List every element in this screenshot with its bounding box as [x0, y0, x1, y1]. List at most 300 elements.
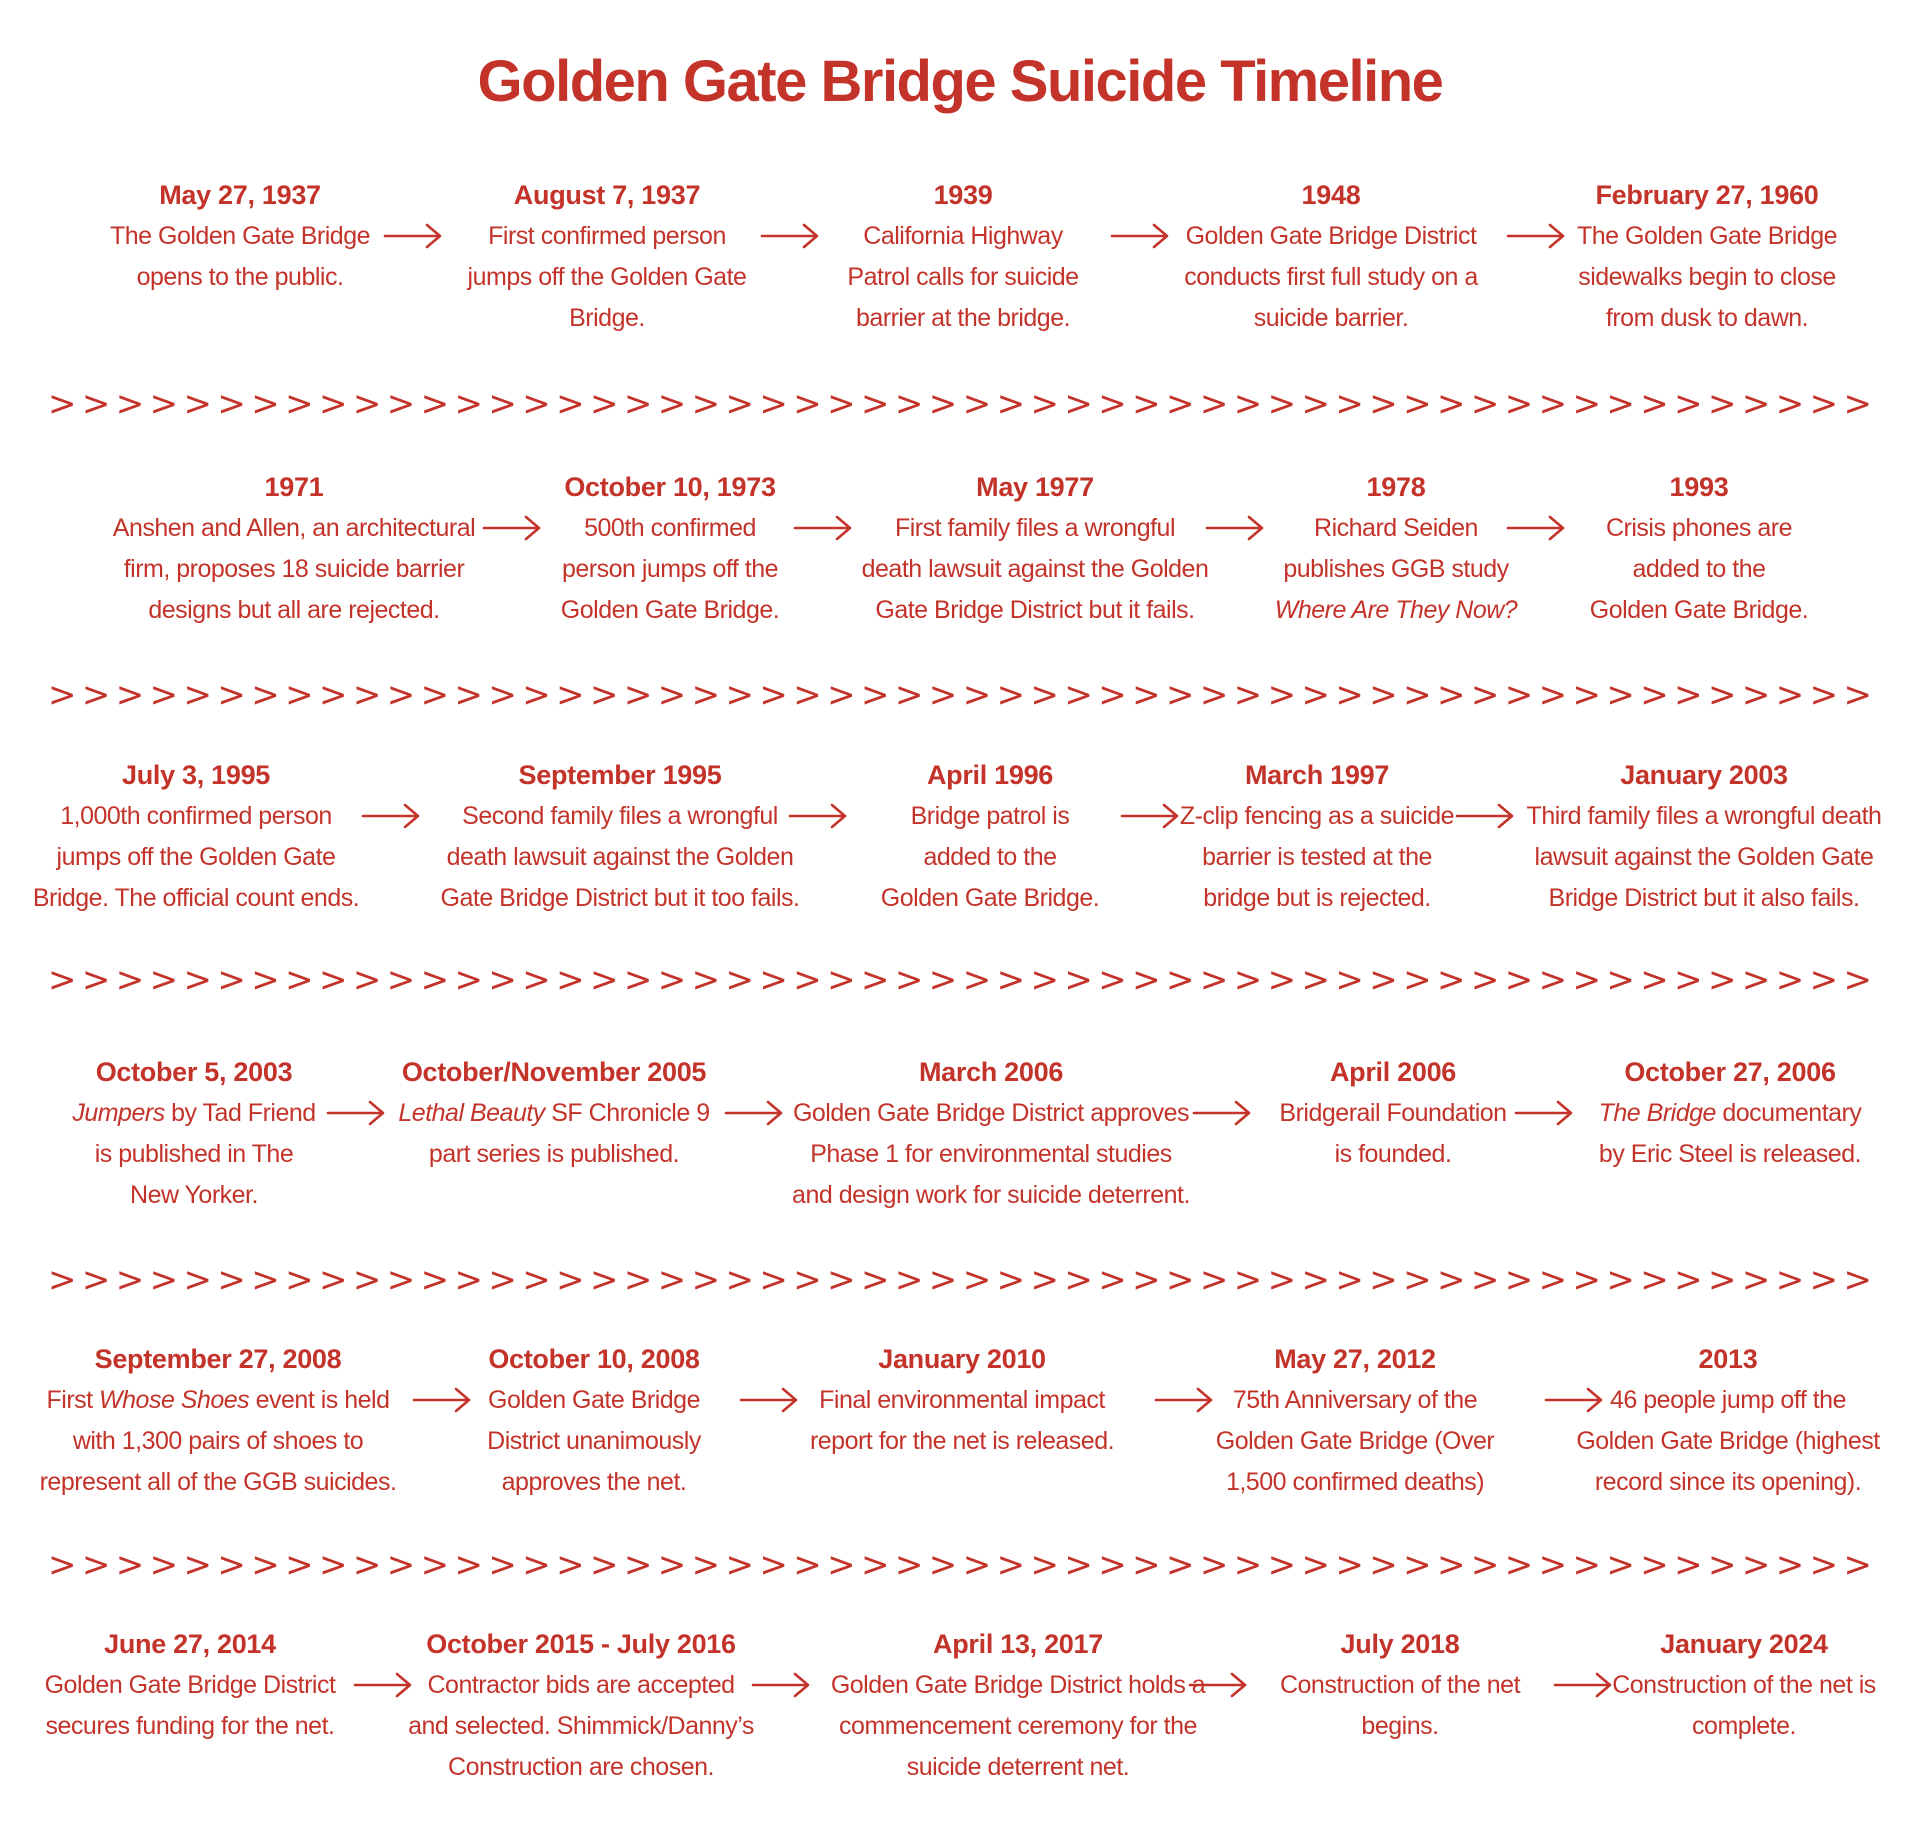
description-line [40, 1462, 397, 1503]
right-arrow-icon [724, 1100, 784, 1126]
description-text: designs but all are rejected. [148, 596, 440, 624]
right-arrow-icon [361, 803, 421, 829]
event-description [468, 216, 747, 339]
timeline-event [1590, 470, 1808, 631]
description-line [1279, 1093, 1506, 1134]
description-text: report for the net is released. [809, 1427, 1115, 1455]
description-text: Second family files a wrongful [462, 802, 778, 830]
description-line [862, 549, 1209, 590]
description-line [1612, 1665, 1876, 1706]
description-text: complete. [1692, 1712, 1796, 1740]
description-line [561, 549, 779, 590]
timeline-event [831, 1627, 1205, 1788]
description-text: 75th Anniversary of the [1232, 1386, 1478, 1414]
right-arrow-icon [1205, 515, 1265, 541]
event-date: January 2010 [878, 1344, 1046, 1374]
description-text: Bridge. [569, 304, 645, 332]
event-description [831, 1665, 1205, 1788]
description-line [33, 878, 359, 919]
description-line [1576, 1380, 1879, 1421]
event-date: June 27, 2014 [104, 1629, 276, 1659]
description-line [1180, 796, 1454, 837]
description-line [1527, 837, 1882, 878]
event-description [398, 1093, 709, 1175]
description-text: Construction of the net is [1612, 1671, 1876, 1699]
description-line [1577, 257, 1837, 298]
event-description [1279, 1093, 1506, 1175]
description-text: jumps off the Golden Gate [56, 843, 336, 871]
event-date: 1948 [1301, 180, 1361, 210]
description-line [792, 1093, 1190, 1134]
description-line [1576, 1462, 1879, 1503]
right-arrow-icon [1544, 1387, 1604, 1413]
description-text: Golden Gate Bridge. [1589, 596, 1809, 624]
description-line [1275, 549, 1517, 590]
description-line [398, 1134, 709, 1175]
description-line [831, 1665, 1205, 1706]
description-line [561, 508, 779, 549]
description-line [1599, 1093, 1862, 1134]
description-line [831, 1747, 1205, 1788]
timeline-event [1216, 1342, 1494, 1503]
event-date: October 10, 2008 [488, 1344, 700, 1374]
timeline-event [881, 758, 1099, 919]
description-line [881, 878, 1099, 919]
description-line [110, 216, 370, 257]
description-line [72, 1093, 315, 1134]
right-arrow-icon [412, 1387, 472, 1413]
description-line [72, 1134, 315, 1175]
description-text: California Highway [863, 222, 1063, 250]
description-line [881, 796, 1099, 837]
right-arrow-icon [1120, 803, 1180, 829]
description-text: Final environmental impact [819, 1386, 1105, 1414]
description-line [33, 837, 359, 878]
italic-title: The Bridge [1598, 1099, 1716, 1127]
description-text: Golden Gate Bridge. [880, 884, 1100, 912]
description-text: First confirmed person [488, 222, 726, 250]
description-text: death lawsuit against the Golden [446, 843, 794, 871]
right-arrow-icon [383, 223, 443, 249]
event-description [441, 796, 800, 919]
description-line [113, 549, 475, 590]
timeline-row [0, 1055, 1920, 1255]
event-description [1180, 796, 1454, 919]
description-text: event is held [249, 1386, 390, 1414]
description-text: person jumps off the [561, 555, 779, 583]
description-text: 46 people jump off the [1610, 1386, 1846, 1414]
event-date: April 1996 [926, 760, 1054, 790]
event-description [1184, 216, 1477, 339]
timeline-event [110, 178, 370, 298]
right-arrow-icon [326, 1100, 386, 1126]
description-text: suicide barrier. [1253, 304, 1409, 332]
right-arrow-icon [793, 515, 853, 541]
description-line [792, 1134, 1190, 1175]
italic-title: Jumpers [72, 1099, 165, 1127]
event-date: February 27, 1960 [1595, 180, 1819, 210]
timeline-event [862, 470, 1209, 631]
event-date: April 2006 [1329, 1057, 1457, 1087]
description-line [468, 257, 747, 298]
description-text: Bridge patrol is [910, 802, 1070, 830]
description-text: begins. [1361, 1712, 1439, 1740]
description-line [1527, 878, 1882, 919]
right-arrow-icon [760, 223, 820, 249]
event-date: May 27, 2012 [1274, 1344, 1436, 1374]
description-text: New Yorker. [130, 1181, 258, 1209]
timeline-event [398, 1055, 709, 1175]
description-text: Third family files a wrongful death [1526, 802, 1882, 830]
event-date: September 1995 [518, 760, 722, 790]
row-separator [48, 675, 1872, 715]
timeline-event [1577, 178, 1837, 339]
event-description [33, 796, 359, 919]
right-arrow-icon [739, 1387, 799, 1413]
description-line [1280, 1706, 1520, 1747]
event-description [40, 1380, 397, 1503]
description-text: is published in The [94, 1140, 294, 1168]
description-text: by Tad Friend [164, 1099, 316, 1127]
timeline-event [468, 178, 747, 339]
description-line [1612, 1706, 1876, 1747]
timeline-event [1180, 758, 1454, 919]
description-line [45, 1665, 336, 1706]
description-line [113, 508, 475, 549]
description-line [831, 1706, 1205, 1747]
event-description [810, 1380, 1114, 1462]
event-date: July 3, 1995 [121, 760, 271, 790]
event-description [45, 1665, 336, 1747]
description-text: added to the [1632, 555, 1766, 583]
description-line [1590, 508, 1808, 549]
event-date: January 2024 [1660, 1629, 1828, 1659]
timeline-row [0, 1342, 1920, 1542]
description-line [862, 590, 1209, 631]
timeline-row [0, 1627, 1920, 1827]
row-separator [48, 1260, 1872, 1300]
description-text: jumps off the Golden Gate [467, 263, 747, 291]
timeline-event [487, 1342, 701, 1503]
right-arrow-icon [1455, 803, 1515, 829]
description-text: bridge but is rejected. [1203, 884, 1431, 912]
description-text: Bridge. The official count ends. [32, 884, 360, 912]
right-arrow-icon [1506, 515, 1566, 541]
description-text: Bridgerail Foundation [1279, 1099, 1507, 1127]
timeline-event [1527, 758, 1882, 919]
description-text: lawsuit against the Golden Gate [1534, 843, 1874, 871]
row-separator [48, 1545, 1872, 1585]
description-line [113, 590, 475, 631]
row-separator [48, 384, 1872, 424]
italic-title: Whose Shoes [99, 1386, 250, 1414]
description-line [847, 298, 1078, 339]
description-line [1577, 298, 1837, 339]
right-arrow-icon [1188, 1672, 1248, 1698]
italic-title: Lethal Beauty [398, 1099, 545, 1127]
event-description [487, 1380, 701, 1503]
description-text: Bridge District but it also fails. [1548, 884, 1860, 912]
event-date: July 2018 [1340, 1629, 1460, 1659]
description-line [1180, 878, 1454, 919]
right-arrow-icon [1506, 223, 1566, 249]
timeline-event [40, 1342, 397, 1503]
description-text: Construction are chosen. [448, 1753, 714, 1781]
event-date: October 2015 - July 2016 [426, 1629, 736, 1659]
description-line [862, 508, 1209, 549]
right-arrow-icon [1514, 1100, 1574, 1126]
event-description [881, 796, 1099, 919]
right-arrow-icon [1553, 1672, 1613, 1698]
description-text: Golden Gate Bridge [488, 1386, 700, 1414]
description-line [1216, 1421, 1494, 1462]
description-text: represent all of the GGB suicides. [39, 1468, 397, 1496]
description-text: barrier is tested at the [1202, 843, 1432, 871]
description-text: The Golden Gate Bridge [110, 222, 370, 250]
description-line [1280, 1665, 1520, 1706]
right-arrow-icon [353, 1672, 413, 1698]
separator-chevrons: >>>>>>>>>>>>>>>>>>>>>>>>>>>>>>>>>>>>>>>>>>>>>>>>>>>>>> [48, 384, 1872, 424]
description-line [810, 1421, 1114, 1462]
description-text: record since its opening). [1594, 1468, 1862, 1496]
page-title: Golden Gate Bridge Suicide Timeline [477, 49, 1443, 114]
timeline-event [33, 758, 359, 919]
description-line [40, 1421, 397, 1462]
description-line [1590, 590, 1808, 631]
description-line [792, 1175, 1190, 1216]
description-text: conducts first full study on a [1184, 263, 1478, 291]
description-line [1590, 549, 1808, 590]
event-description [1590, 508, 1808, 631]
event-description [408, 1665, 754, 1788]
description-text: added to the [923, 843, 1057, 871]
separator-chevrons: >>>>>>>>>>>>>>>>>>>>>>>>>>>>>>>>>>>>>>>>>>>>>>>>>>>>>> [48, 1260, 1872, 1300]
description-text: Golden Gate Bridge District [1185, 222, 1477, 250]
description-line [72, 1175, 315, 1216]
description-text: death lawsuit against the Golden [861, 555, 1209, 583]
description-text: Z-clip fencing as a suicide [1179, 802, 1455, 830]
event-date: March 1997 [1244, 760, 1390, 790]
description-line [810, 1380, 1114, 1421]
timeline-event [72, 1055, 315, 1216]
description-text: Golden Gate Bridge District holds a [830, 1671, 1206, 1699]
description-text: suicide deterrent net. [906, 1753, 1130, 1781]
description-text: and selected. Shimmick/Danny’s [408, 1712, 754, 1740]
description-text: Crisis phones are [1605, 514, 1793, 542]
timeline-event [1184, 178, 1477, 339]
description-line [487, 1380, 701, 1421]
description-text: Anshen and Allen, an architectural [112, 514, 476, 542]
description-text: Gate Bridge District but it too fails. [440, 884, 800, 912]
timeline-event [1612, 1627, 1876, 1747]
timeline-event [561, 470, 779, 631]
description-line [881, 837, 1099, 878]
description-text: 1,500 confirmed deaths) [1225, 1468, 1485, 1496]
description-text: Patrol calls for suicide [847, 263, 1079, 291]
description-line [1180, 837, 1454, 878]
description-line [441, 796, 800, 837]
description-text: Gate Bridge District but it fails. [875, 596, 1195, 624]
description-text: part series is published. [428, 1140, 680, 1168]
description-text: is founded. [1334, 1140, 1452, 1168]
description-text: Golden Gate Bridge (Over [1215, 1427, 1495, 1455]
timeline-event [1279, 1055, 1506, 1175]
timeline-event [792, 1055, 1190, 1216]
event-description [792, 1093, 1190, 1216]
description-text: First [46, 1386, 100, 1414]
description-text: commencement ceremony for the [839, 1712, 1197, 1740]
timeline-event [45, 1627, 336, 1747]
description-text: Golden Gate Bridge. [560, 596, 780, 624]
description-line [1577, 216, 1837, 257]
timeline-event [1280, 1627, 1520, 1747]
description-line [1184, 216, 1477, 257]
description-text: opens to the public. [136, 263, 344, 291]
description-line [1216, 1380, 1494, 1421]
italic-title: Where Are They Now? [1274, 596, 1518, 624]
description-text: from dusk to dawn. [1605, 304, 1809, 332]
description-text: by Eric Steel is released. [1598, 1140, 1862, 1168]
right-arrow-icon [1110, 223, 1170, 249]
description-text: Phase 1 for environmental studies [810, 1140, 1172, 1168]
description-line [40, 1380, 397, 1421]
event-date: 1993 [1669, 472, 1729, 502]
description-line [1599, 1134, 1862, 1175]
description-text: SF Chronicle 9 [544, 1099, 710, 1127]
event-description [72, 1093, 315, 1216]
description-line [1275, 590, 1517, 631]
description-text: First family files a wrongful [894, 514, 1176, 542]
description-line [441, 837, 800, 878]
description-text: Golden Gate Bridge District [44, 1671, 336, 1699]
description-text: approves the net. [501, 1468, 687, 1496]
description-text: Golden Gate Bridge (highest [1576, 1427, 1880, 1455]
event-description [561, 508, 779, 631]
separator-chevrons: >>>>>>>>>>>>>>>>>>>>>>>>>>>>>>>>>>>>>>>>>>>>>>>>>>>>>> [48, 675, 1872, 715]
timeline-event [1599, 1055, 1862, 1175]
timeline-event [1576, 1342, 1879, 1503]
row-separator [48, 960, 1872, 1000]
description-line [561, 590, 779, 631]
event-date: March 2006 [918, 1057, 1064, 1087]
event-date: August 7, 1937 [513, 180, 701, 210]
event-description [110, 216, 370, 298]
event-description [1527, 796, 1882, 919]
event-date: October 27, 2006 [1624, 1057, 1836, 1087]
description-line [441, 878, 800, 919]
description-line [1576, 1421, 1879, 1462]
timeline-event [441, 758, 800, 919]
description-line [1184, 257, 1477, 298]
description-text: sidewalks begin to close [1578, 263, 1836, 291]
description-line [408, 1747, 754, 1788]
event-date: May 27, 1937 [159, 180, 321, 210]
description-line [398, 1093, 709, 1134]
event-description [1612, 1665, 1876, 1747]
event-date: October 10, 1973 [564, 472, 776, 502]
description-text: documentary [1715, 1099, 1862, 1127]
timeline-event [1275, 470, 1517, 631]
description-text: firm, proposes 18 suicide barrier [123, 555, 465, 583]
description-line [408, 1665, 754, 1706]
right-arrow-icon [1192, 1100, 1252, 1126]
event-date: October 5, 2003 [95, 1057, 293, 1087]
event-date: January 2003 [1620, 760, 1788, 790]
description-text: barrier at the bridge. [855, 304, 1071, 332]
timeline-event [408, 1627, 754, 1788]
event-description [113, 508, 475, 631]
event-description [847, 216, 1078, 339]
description-line [1184, 298, 1477, 339]
description-text: and design work for suicide deterrent. [792, 1181, 1190, 1209]
timeline-event [113, 470, 475, 631]
right-arrow-icon [751, 1672, 811, 1698]
event-description [1599, 1093, 1862, 1175]
timeline-event [847, 178, 1078, 339]
timeline-row [0, 758, 1920, 958]
event-date: October/November 2005 [401, 1057, 707, 1087]
event-description [1216, 1380, 1494, 1503]
event-description [862, 508, 1209, 631]
description-text: publishes GGB study [1283, 555, 1509, 583]
description-line [847, 216, 1078, 257]
description-text: with 1,300 pairs of shoes to [72, 1427, 364, 1455]
event-description [1280, 1665, 1520, 1747]
description-line [487, 1462, 701, 1503]
description-line [1216, 1462, 1494, 1503]
description-line [847, 257, 1078, 298]
description-text: Contractor bids are accepted [427, 1671, 735, 1699]
event-date: September 27, 2008 [94, 1344, 342, 1374]
description-line [45, 1706, 336, 1747]
event-date: May 1977 [976, 472, 1094, 502]
timeline-event [810, 1342, 1114, 1462]
event-date: 1978 [1366, 472, 1426, 502]
right-arrow-icon [1154, 1387, 1214, 1413]
event-date: 2013 [1698, 1344, 1758, 1374]
event-date: 1939 [933, 180, 993, 210]
event-description [1275, 508, 1517, 631]
description-line [1527, 796, 1882, 837]
description-text: secures funding for the net. [45, 1712, 335, 1740]
description-line [33, 796, 359, 837]
description-line [468, 298, 747, 339]
separator-chevrons: >>>>>>>>>>>>>>>>>>>>>>>>>>>>>>>>>>>>>>>>>>>>>>>>>>>>>> [48, 960, 1872, 1000]
description-text: The Golden Gate Bridge [1577, 222, 1837, 250]
separator-chevrons: >>>>>>>>>>>>>>>>>>>>>>>>>>>>>>>>>>>>>>>>>>>>>>>>>>>>>> [48, 1545, 1872, 1585]
event-date: 1971 [264, 472, 324, 502]
description-text: Golden Gate Bridge District approves [792, 1099, 1190, 1127]
description-text: Construction of the net [1279, 1671, 1521, 1699]
description-line [487, 1421, 701, 1462]
description-line [1275, 508, 1517, 549]
description-text: District unanimously [487, 1427, 701, 1455]
right-arrow-icon [788, 803, 848, 829]
description-text: 1,000th confirmed person [60, 802, 332, 830]
right-arrow-icon [482, 515, 542, 541]
event-description [1577, 216, 1837, 339]
description-line [110, 257, 370, 298]
description-line [408, 1706, 754, 1747]
description-line [468, 216, 747, 257]
description-text: Richard Seiden [1314, 514, 1478, 542]
timeline-row [0, 178, 1920, 378]
timeline-row [0, 470, 1920, 670]
event-description [1576, 1380, 1879, 1503]
description-line [1279, 1134, 1506, 1175]
event-date: April 13, 2017 [933, 1629, 1103, 1659]
description-text: 500th confirmed [584, 514, 756, 542]
